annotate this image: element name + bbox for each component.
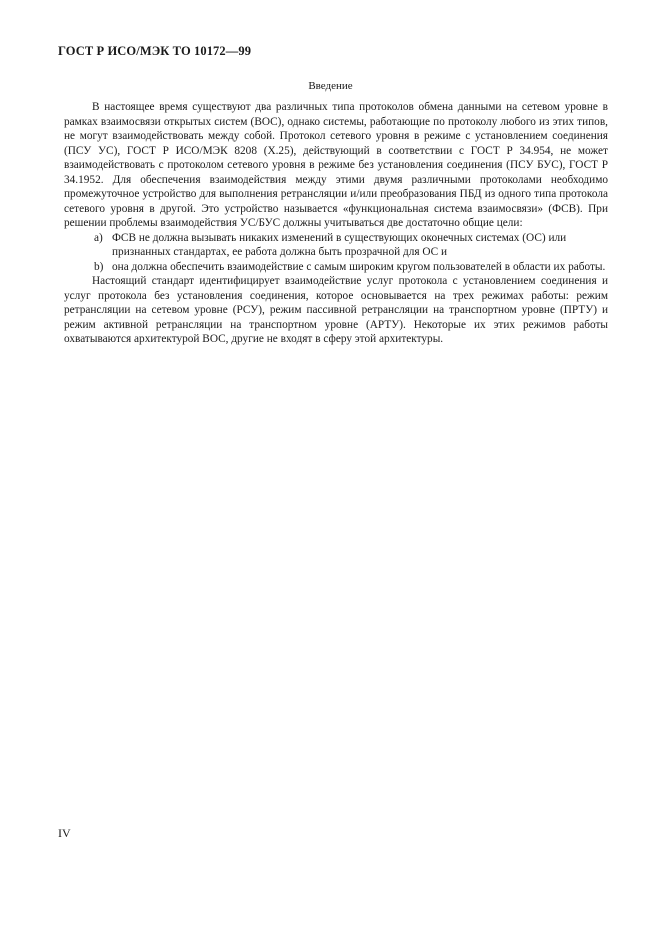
list-item-text: она должна обеспечить взаимодействие с самым широким кругом пользователей в области их работы. [112,260,606,273]
list-item [64,231,608,260]
list-item-marker: b) [94,260,104,273]
list-item-marker: a) [94,231,103,244]
section-title: Введение [308,80,353,92]
intro-paragraph: В настоящее время существуют два различных типа протоколов обмена данными на сетевом уровне в рамках взаимосвязи открытых систем (ВОС), однако системы, работающие по протоколу любого из этих типов, не могут взаимодействовать между собой. Протокол сетевого уровня в режиме с установлением соединения (ПСУ УС), ГОСТ Р ИСО/МЭК 8208 (X.25), действующий в соответствии с ГОСТ Р 34.954, не может взаимодействовать с протоколом сетевого уровня в режиме без установления соединения (ПСУ БУС), ГОСТ Р 34.1952. Для обеспечения взаимодействия между этими двумя различными протоколами необходимо промежуточное устройство для выполнения ретрансляции и/или преобразования ПБД из одного типа протокола сетевого уровня в другой. Это устройство называется «функциональная система взаимосвязи» (ФСВ). При решении проблемы взаимодействия УС/БУС должны учитываться две достаточно общие цели: [64,101,608,229]
list-item [64,260,608,275]
document-header: ГОСТ Р ИСО/МЭК ТО 10172—99 [58,44,252,58]
scope-paragraph: Настоящий стандарт идентифицирует взаимодействие услуг протокола с установлением соединения и услуг протокола без установления соединения, которое основывается на трех режимах работы: режим ретрансляции на сетевом уровне (РСУ), режим пассивной ретрансляции на транспортном уровне (ПРТУ) и режим активной ретрансляции на транспортном уровне (АРТУ). Некоторые их этих режимов работы охватываются архитектурой ВОС, другие не входят в сферу этой архитектуры. [64,275,608,345]
list-item-text: ФСВ не должна вызывать никаких изменений в существующих оконечных системах (ОС) или признанных стандартах, ее работа должна быть прозрачной для ОС и [112,231,567,258]
page-number: IV [58,826,71,840]
document-body [64,100,608,347]
